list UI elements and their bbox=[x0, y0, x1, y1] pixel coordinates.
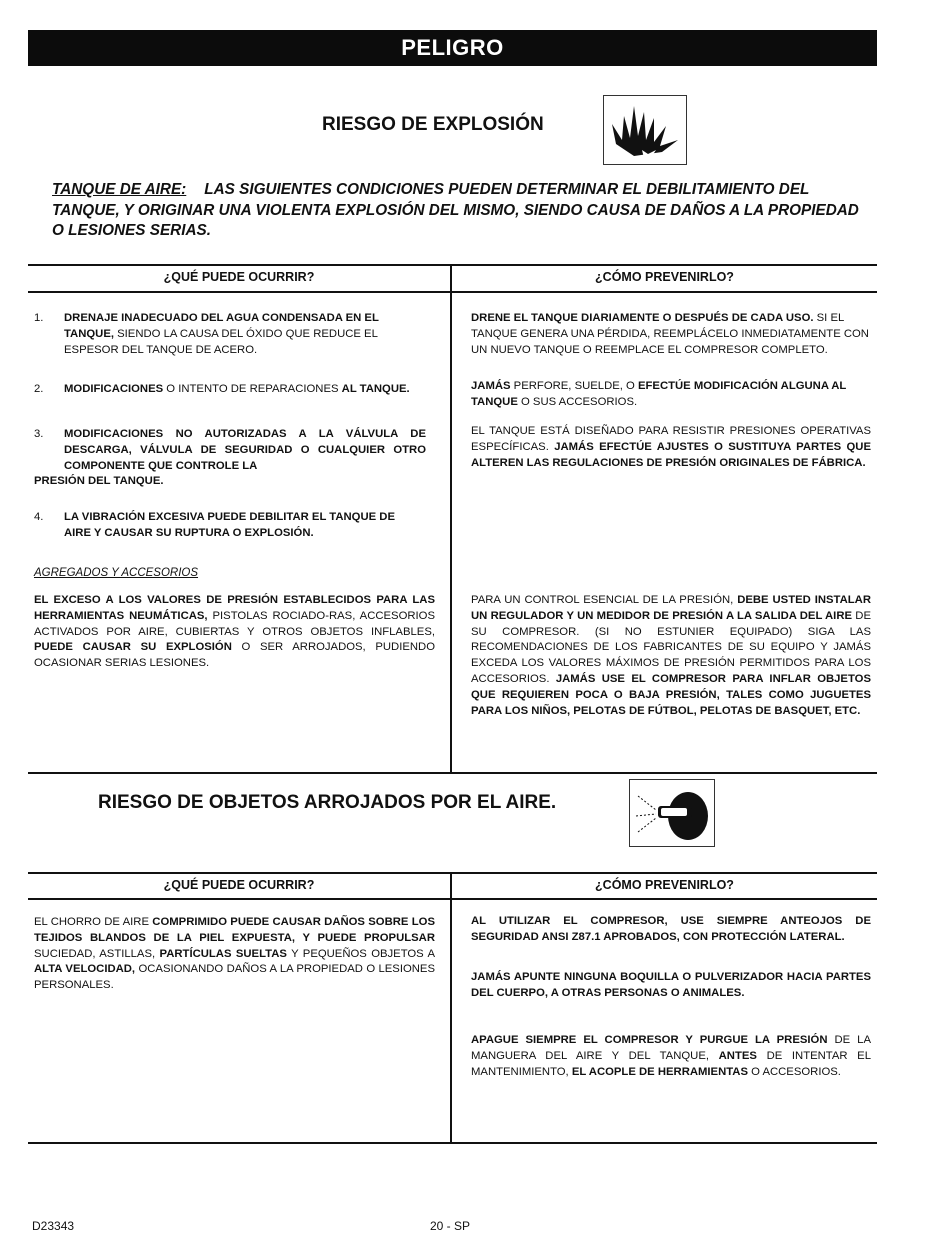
fo-text-2: SUCIEDAD, ASTILLAS, bbox=[34, 947, 160, 960]
explosion-icon bbox=[603, 95, 687, 165]
prevent-item-1 bbox=[471, 311, 871, 358]
hazard-item-1 bbox=[34, 311, 424, 358]
fo-bold-3: ALTA VELOCIDAD, bbox=[34, 963, 136, 976]
table2-divider bbox=[450, 872, 452, 1144]
hazard-item-4 bbox=[34, 510, 424, 542]
accessories-hazard bbox=[34, 593, 435, 672]
prevent-bold: DRENE EL TANQUE DIARIAMENTE O DESPUÉS DE CADA USO. bbox=[471, 312, 814, 324]
prevent-item-3 bbox=[471, 424, 871, 471]
explosion-hazard-title: RIESGO DE EXPLOSIÓN bbox=[322, 114, 544, 135]
fo-prevent-text: DE LA MANGUERA DEL AIRE Y DEL TANQUE, bbox=[471, 1034, 871, 1062]
intro-text: LAS SIGUIENTES CONDICIONES PUEDEN DETERMINAR EL DEBILITAMIENTO DEL TANQUE, Y ORIGINAR UNA VIOLENTA EXPLOSIÓN DEL MISMO, SIENDO CAUSA DE DAÑOS A LA PROPIEDAD O LESIONES SERIAS. bbox=[52, 181, 859, 239]
item-text: LA VIBRACIÓN EXCESIVA PUEDE DEBILITAR EL TANQUE DE AIRE Y CAUSAR SU RUPTURA O EXPLOSIÓN. bbox=[64, 511, 395, 539]
table2-header-rule bbox=[28, 898, 877, 900]
prevent-item-2 bbox=[471, 379, 871, 411]
fo-bold-2: PARTÍCULAS SUELTAS bbox=[159, 947, 287, 960]
table1-header-rule bbox=[28, 291, 877, 293]
item-text: MODIFICACIONES NO AUTORIZADAS A LA VÁLVULA DE DESCARGA, VÁLVULA DE SEGURIDAD O CUALQUIER OTRO COMPONENTE QUE CONTROLE LA bbox=[64, 428, 426, 472]
item-number: 3. bbox=[34, 428, 44, 440]
flying-objects-hazard bbox=[34, 915, 435, 994]
item-number: 2. bbox=[34, 383, 44, 395]
fo-prevent-text-2: DE INTENTAR EL MANTENIMIENTO, bbox=[471, 1049, 872, 1078]
prevent-bold: JAMÁS bbox=[471, 380, 511, 392]
fo-prevent-bold-3: EL ACOPLE DE HERRAMIENTAS bbox=[571, 1065, 749, 1078]
fo-prevent-bold: APAGUE SIEMPRE EL COMPRESOR Y PURGUE LA PRESIÓN bbox=[471, 1034, 828, 1046]
col-what-can-happen: ¿QUÉ PUEDE OCURRIR? bbox=[163, 270, 315, 284]
hazard-item-2 bbox=[34, 382, 424, 398]
item-text: SIENDO LA CAUSA DEL ÓXIDO QUE REDUCE EL ESPESOR DEL TANQUE DE ACERO. bbox=[64, 327, 378, 356]
prevent-text-2: O SUS ACCESORIOS. bbox=[517, 395, 638, 408]
hazard-item-3 bbox=[34, 427, 426, 490]
acc-text-2: O SER ARROJADOS, PUDIENDO OCASIONAR SERIAS LESIONES. bbox=[34, 641, 435, 670]
acc-r-bold-2: JAMÁS USE EL COMPRESOR PARA INFLAR OBJETOS QUE REQUIEREN POCA O BAJA PRESIÓN, TALES COMO JUGUETES PARA LOS NIÑOS, PELOTAS DE FÚTBOL, PELOTAS DE BASQUET, ETC. bbox=[471, 672, 871, 717]
table1-top-rule bbox=[28, 264, 877, 266]
fo-prevent-1 bbox=[471, 914, 871, 946]
acc-bold: EL EXCESO A LOS VALORES DE PRESIÓN ESTABLECIDOS PARA LAS HERRAMIENTAS NEUMÁTICAS, bbox=[34, 594, 435, 622]
col-how-to-prevent-2: ¿CÓMO PREVENIRLO? bbox=[595, 878, 734, 892]
prevent-text: SI EL TANQUE GENERA UNA PÉRDIDA, REEMPLÁCELO INMEDIATAMENTE CON UN NUEVO TANQUE O REEMPLACE EL COMPRESOR COMPLETO. bbox=[471, 312, 869, 356]
air-tank-warning bbox=[52, 180, 867, 242]
item-tail: PRESIÓN DEL TANQUE. bbox=[34, 475, 164, 488]
flying-objects-hazard-title: RIESGO DE OBJETOS ARROJADOS POR EL AIRE. bbox=[98, 792, 557, 813]
intro-label: TANQUE DE AIRE: bbox=[52, 181, 187, 198]
safety-goggles-icon bbox=[629, 779, 715, 847]
fo-text: EL CHORRO DE AIRE bbox=[34, 916, 153, 928]
page-number: 20 - SP bbox=[430, 1219, 471, 1233]
item-bold: MODIFICACIONES bbox=[64, 383, 164, 395]
acc-bold-2: PUEDE CAUSAR SU EXPLOSIÓN bbox=[34, 641, 232, 654]
acc-text: PISTOLAS ROCIADO-RAS, ACCESORIOS ACTIVADOS POR AIRE, CUBIERTAS Y OTROS OBJETOS INFLABLES, bbox=[34, 609, 435, 638]
fo-prevent-text-3: O ACCESORIOS. bbox=[748, 1065, 841, 1078]
acc-r-text-2: DE SU COMPRESOR. (SI NO ESTUNIER EQUIPADO) SIGA LAS RECOMENDACIONES DE LOS FABRICANTES DE SU EQUIPO Y JAMÁS EXCEDA LOS VALORES MÁXIMOS DE PRESIÓN PERMITIDOS PARA LOS ACCESORIOS. bbox=[471, 609, 871, 685]
fo-prevent-bold: AL UTILIZAR EL COMPRESOR, USE SIEMPRE ANTEOJOS DE SEGURIDAD ANSI Z87.1 APROBADOS, CON PROTECCIÓN LATERAL. bbox=[471, 915, 871, 943]
item-bold-2: AL TANQUE. bbox=[341, 383, 410, 395]
prevent-bold: JAMÁS EFECTÚE AJUSTES O SUSTITUYA PARTES QUE ALTEREN LAS REGULACIONES DE PRESIÓN ORIGINALES DE FÁBRICA. bbox=[471, 440, 871, 469]
col-what-can-happen-2: ¿QUÉ PUEDE OCURRIR? bbox=[163, 878, 315, 892]
fo-prevent-2 bbox=[471, 970, 871, 1002]
acc-r-bold: DEBE USTED INSTALAR UN REGULADOR Y UN MEDIDOR DE PRESIÓN A LA SALIDA DEL AIRE bbox=[471, 594, 871, 622]
table1-bottom-rule bbox=[28, 772, 877, 774]
fo-text-3: Y PEQUEÑOS OBJETOS A bbox=[286, 947, 435, 960]
danger-banner: PELIGRO bbox=[28, 30, 877, 66]
prevent-bold-2: EFECTÚE MODIFICACIÓN ALGUNA AL TANQUE bbox=[471, 380, 847, 408]
fo-prevent-3 bbox=[471, 1033, 871, 1080]
table2-bottom-rule bbox=[28, 1142, 877, 1144]
fo-prevent-bold: JAMÁS APUNTE NINGUNA BOQUILLA O PULVERIZADOR HACIA PARTES DEL CUERPO, A OTRAS PERSONAS O ANIMALES. bbox=[471, 971, 871, 999]
prevent-text: EL TANQUE ESTÁ DISEÑADO PARA RESISTIR PRESIONES OPERATIVAS ESPECÍFICAS. bbox=[471, 425, 871, 453]
acc-r-text: PARA UN CONTROL ESENCIAL DE LA PRESIÓN, bbox=[471, 594, 738, 606]
document-code: D23343 bbox=[32, 1219, 75, 1233]
table2-top-rule bbox=[28, 872, 877, 874]
item-number: 4. bbox=[34, 511, 44, 523]
prevent-text: PERFORE, SUELDE, O bbox=[510, 380, 638, 392]
item-bold: DRENAJE INADECUADO DEL AGUA CONDENSADA EN EL TANQUE, bbox=[64, 312, 379, 340]
fo-bold: COMPRIMIDO PUEDE CAUSAR DAÑOS SOBRE LOS TEJIDOS BLANDOS DE LA PIEL EXPUESTA, Y PUEDE PROPULSAR bbox=[34, 916, 435, 944]
accessories-subheading: AGREGADOS Y ACCESORIOS bbox=[34, 567, 199, 579]
fo-prevent-bold-2: ANTES bbox=[718, 1049, 757, 1062]
item-text: O INTENTO DE REPARACIONES bbox=[163, 383, 342, 395]
fo-text-4: OCASIONANDO DAÑOS A LA PROPIEDAD O LESIONES PERSONALES. bbox=[34, 963, 435, 992]
accessories-prevention bbox=[471, 593, 871, 719]
col-how-to-prevent: ¿CÓMO PREVENIRLO? bbox=[595, 270, 734, 284]
table1-divider bbox=[450, 264, 452, 774]
item-number: 1. bbox=[34, 312, 44, 324]
